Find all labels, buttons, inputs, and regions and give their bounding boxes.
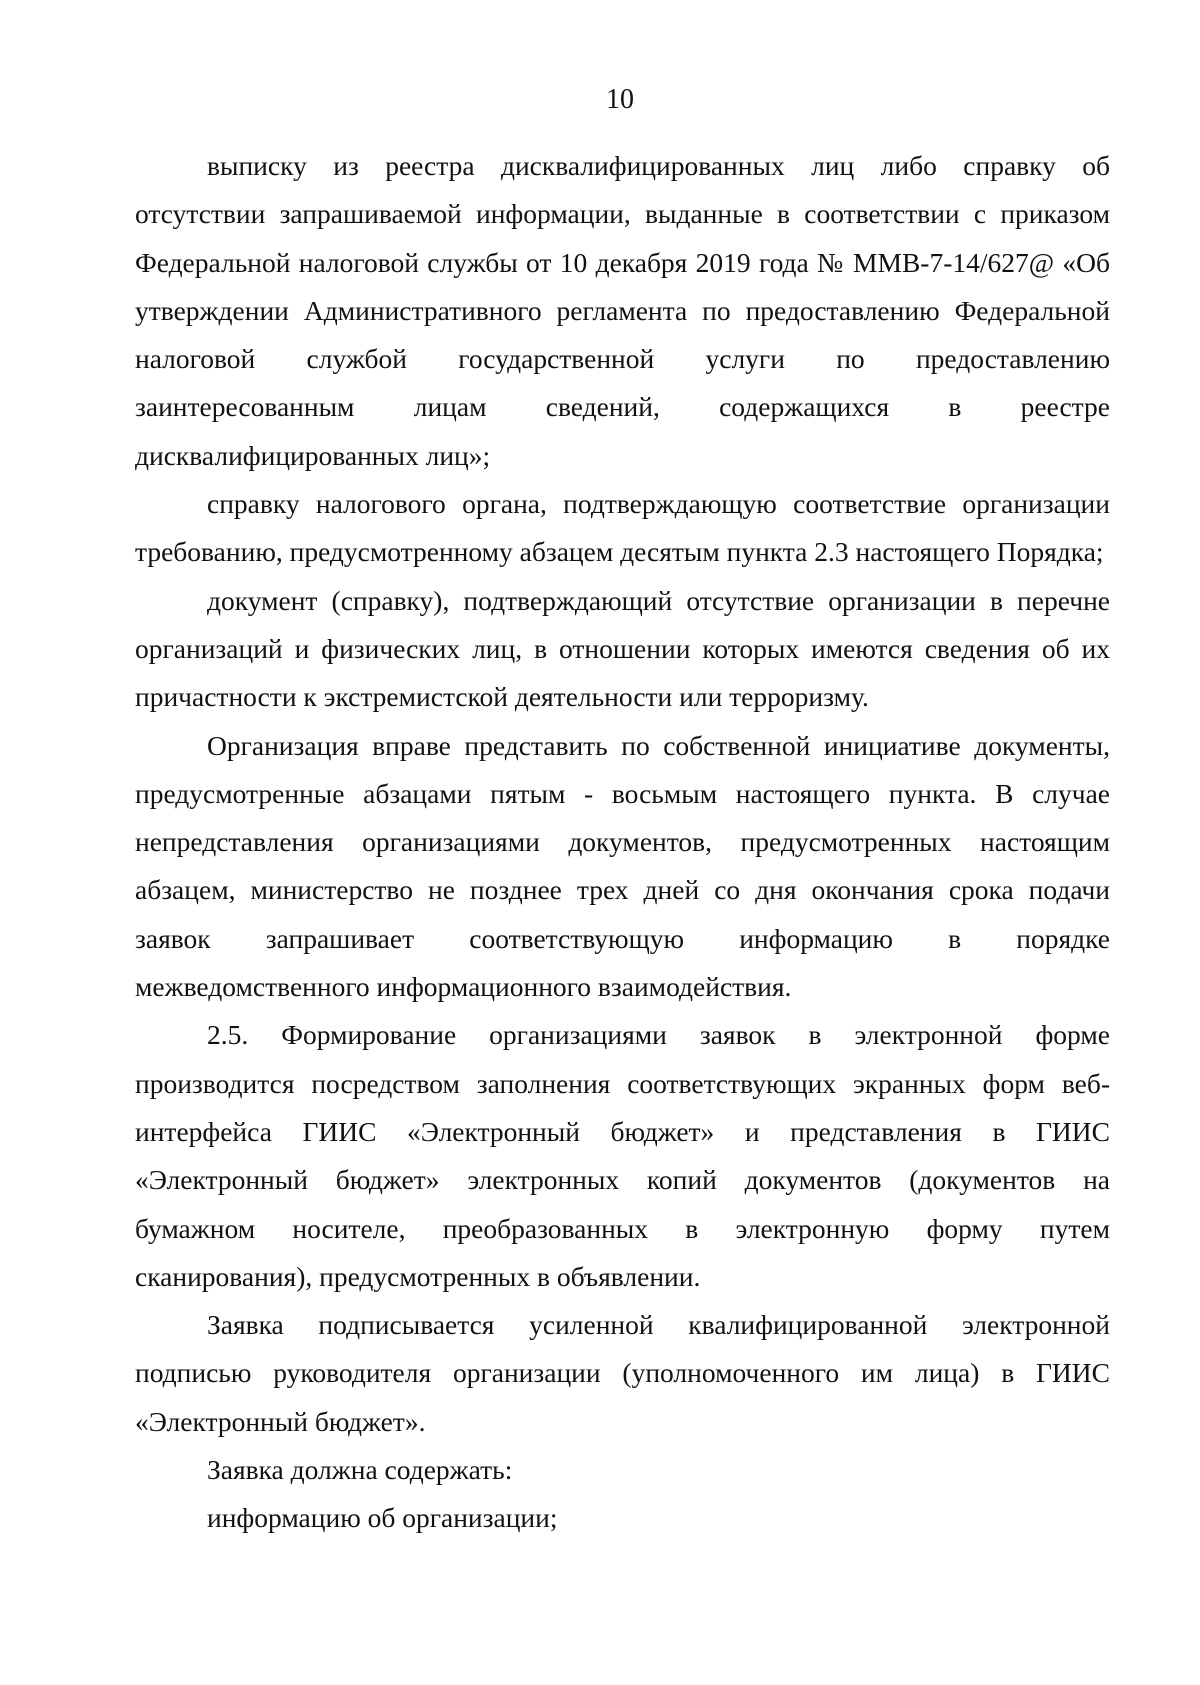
document-body: [135, 142, 1110, 1543]
paragraph-own-initiative-documents: Организация вправе представить по собственной инициативе документы, предусмотренные абзацами пятым - восьмым настоящего пункта. В случае непредставления организациями документов, предусмотренных настоящим абзацем, министерство не позднее трех дней со дня окончания срока подачи заявок запрашивает соответствующую информацию в порядке межведомственного информационного взаимодействия.: [135, 729, 1110, 1003]
paragraph-disqualified-registry-extract: выписку из реестра дисквалифицированных лиц либо справку об отсутствии запрашиваемой информации, выданные в соответствии с приказом Федеральной налоговой службы от 10 декабря 2019 года № ММВ-7-14/627@ «Об утверждении Административного регламента по предоставлению Федеральной налоговой службой государственной услуги по предоставлению заинтересованным лицам сведений, содержащихся в реестре дисквалифицированных лиц»;: [135, 150, 1110, 471]
paragraph-application-signature: Заявка подписывается усиленной квалифицированной электронной подписью руководителя организации (уполномоченного им лица) в ГИИС «Электронный бюджет».: [135, 1309, 1110, 1437]
paragraph-tax-authority-certificate: справку налогового органа, подтверждающую соответствие организации требованию, предусмотренному абзацем десятым пункта 2.3 настоящего Порядка;: [135, 488, 1110, 568]
page-number: 10: [606, 84, 634, 115]
paragraph-extremism-list-document: документ (справку), подтверждающий отсутствие организации в перечне организаций и физических лиц, в отношении которых имеются сведения об их причастности к экстремистской деятельности или терроризму.: [135, 584, 1110, 713]
paragraph-organization-info: информацию об организации;: [207, 1502, 558, 1534]
paragraph-application-contents-intro: Заявка должна содержать:: [207, 1454, 513, 1486]
paragraph-section-2-5: 2.5. Формирование организациями заявок в электронной форме производится посредством заполнения соответствующих экранных форм веб-интерфейса ГИИС «Электронный бюджет» и представления в ГИИС «Электронный бюджет» электронных копий документов (документов на бумажном носителе, преобразованных в электронную форму путем сканирования), предусмотренных в объявлении.: [135, 1019, 1110, 1292]
